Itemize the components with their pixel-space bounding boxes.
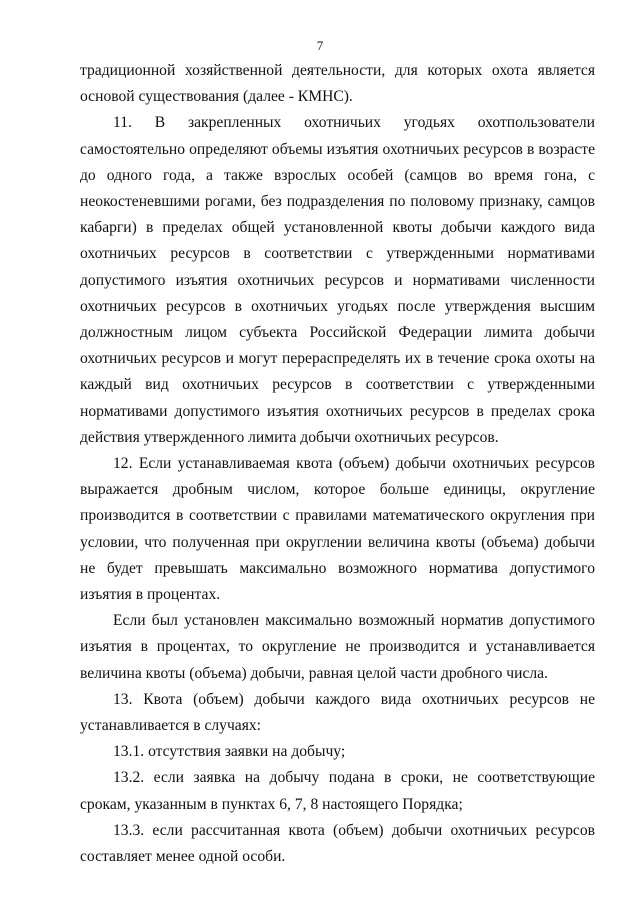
document-body [80,58,595,870]
paragraph-12: 12. Если устанавливаемая квота (объем) добычи охотничьих ресурсов выражается дробным числом, которое больше единицы, округление производится в соответствии с правилами математического округления при условии, что полученная при округлении величина квоты (объема) добычи не будет превышать максимально возможного норматива допустимого изъятия в процентах. [80,455,595,604]
paragraph-13-1: 13.1. отсутствия заявки на добычу; [113,743,346,761]
paragraph-12-note: Если был установлен максимально возможный норматив допустимого изъятия в процентах, то округление не производится и устанавливается величина квоты (объема) добычи, равная целой части дробного числа. [80,612,595,682]
paragraph-continuation: традиционной хозяйственной деятельности, для которых охота является основой существования (далее - КМНС). [80,62,595,106]
page-number: 7 [316,38,324,53]
paragraph-13-2: 13.2. если заявка на добычу подана в сроки, не соответствующие срокам, указанным в пунктах 6, 7, 8 настоящего Порядка; [80,769,595,813]
paragraph-11: 11. В закрепленных охотничьих угодьях охотпользователи самостоятельно определяют объемы изъятия охотничьих ресурсов в возрасте до одного года, а также взрослых особей (самцов во время гона, с неокостеневшими рогами, без подразделения по половому признаку, самцов кабарги) в пределах общей установленной квоты добычи каждого вида охотничьих ресурсов в соответствии с утвержденными нормативами допустимого изъятия охотничьих ресурсов и нормативами численности охотничьих ресурсов в охотничьих угодьях после утверждения высшим должностным лицом субъекта Российской Федерации лимита добычи охотничьих ресурсов и могут перераспределять их в течение срока охоты на каждый вид охотничьих ресурсов в соответствии с утвержденными нормативами допустимого изъятия охотничьих ресурсов в пределах срока действия утвержденного лимита добычи охотничьих ресурсов. [80,114,595,446]
paragraph-13-3: 13.3. если рассчитанная квота (объем) добычи охотничьих ресурсов составляет менее одной особи. [80,821,595,866]
paragraph-13: 13. Квота (объем) добычи каждого вида охотничьих ресурсов не устанавливается в случаях: [80,690,595,735]
